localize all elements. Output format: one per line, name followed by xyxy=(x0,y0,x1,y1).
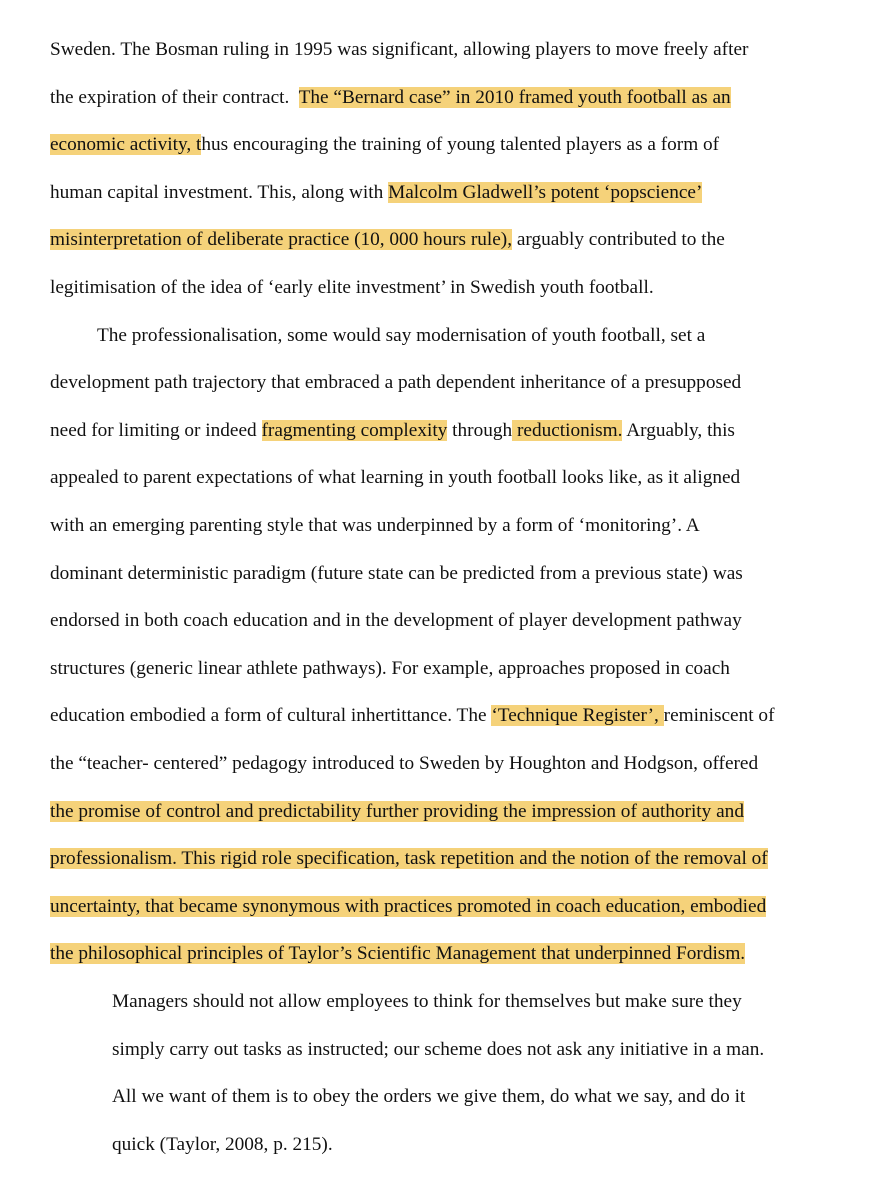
highlighted-text: economic activity, t xyxy=(50,134,202,156)
highlighted-text: fragmenting complexity xyxy=(261,419,448,441)
text-line xyxy=(50,131,719,159)
text-segment: hus encouraging the training of young talented players as a form of xyxy=(201,134,720,156)
highlighted-text: professionalism. This rigid role specification, task repetition and the notion of the removal of xyxy=(50,848,768,870)
text-segment: All we want of them is to obey the orders we give them, do what we say, and do it xyxy=(112,1086,746,1108)
block-quote-line xyxy=(112,1036,764,1064)
block-quote-line xyxy=(112,988,742,1016)
text-segment: appealed to parent expectations of what learning in youth football looks like, as it aligned xyxy=(50,467,741,489)
text-segment: arguably contributed to the xyxy=(512,229,725,251)
text-line xyxy=(50,274,654,302)
text-segment: quick (Taylor, 2008, p. 215). xyxy=(112,1133,333,1155)
highlighted-text: reductionism. xyxy=(512,419,623,441)
text-segment: need for limiting or indeed xyxy=(50,419,262,441)
highlighted-text: The “Bernard case” in 2010 framed youth football as an xyxy=(298,86,731,108)
text-segment: legitimisation of the idea of ‘early elite investment’ in Swedish youth football. xyxy=(50,277,654,298)
text-segment: with an emerging parenting style that was underpinned by a form of ‘monitoring’. A xyxy=(50,515,700,536)
highlighted-text: the promise of control and predictability further providing the impression of authority and xyxy=(50,800,744,822)
text-line xyxy=(50,179,702,207)
text-segment: structures (generic linear athlete pathways). For example, approaches proposed in coach xyxy=(50,657,730,679)
highlighted-text: Malcolm Gladwell’s potent ‘popscience’ xyxy=(388,181,703,203)
text-line xyxy=(50,750,758,778)
highlighted-text: misinterpretation of deliberate practice (10, 000 hours rule), xyxy=(50,229,513,251)
text-segment: education embodied a form of cultural inhertittance. The xyxy=(50,705,492,727)
text-segment: through xyxy=(447,419,513,441)
block-quote-line xyxy=(112,1131,333,1159)
text-segment: reminiscent of xyxy=(663,705,775,727)
text-segment: Managers should not allow employees to think for themselves but make sure they xyxy=(112,991,742,1012)
text-segment: human capital investment. This, along with xyxy=(50,181,389,203)
highlighted-text: uncertainty, that became synonymous with practices promoted in coach education, embodied xyxy=(50,895,767,917)
text-segment: the expiration of their contract. xyxy=(50,86,299,108)
text-segment: endorsed in both coach education and in the development of player development pathway xyxy=(50,610,742,632)
block-quote-line xyxy=(112,1083,745,1111)
text-line xyxy=(50,84,731,112)
text-line xyxy=(50,940,745,968)
highlighted-text: ‘Technique Register’, xyxy=(491,705,664,727)
text-segment: dominant deterministic paradigm (future state can be predicted from a previous state) was xyxy=(50,562,743,584)
text-segment: simply carry out tasks as instructed; our scheme does not ask any initiative in a man. xyxy=(112,1038,765,1060)
text-line xyxy=(50,702,775,730)
text-line xyxy=(50,369,741,397)
text-segment: Sweden. The Bosman ruling in 1995 was significant, allowing players to move freely after xyxy=(50,39,749,60)
text-line xyxy=(50,798,744,826)
text-line xyxy=(50,226,725,254)
text-segment: The professionalisation, some would say modernisation of youth football, set a xyxy=(97,324,706,346)
text-line xyxy=(50,560,743,588)
text-line xyxy=(97,322,705,350)
text-segment: the “teacher- centered” pedagogy introduced to Sweden by Houghton and Hodgson, offered xyxy=(50,753,759,774)
text-segment: Arguably, this xyxy=(622,419,735,441)
text-line xyxy=(50,464,740,492)
text-line xyxy=(50,417,735,445)
text-line xyxy=(50,893,766,921)
text-line xyxy=(50,845,768,873)
text-line xyxy=(50,36,748,64)
text-line xyxy=(50,607,742,635)
text-line xyxy=(50,655,730,683)
text-segment: development path trajectory that embraced a path dependent inheritance of a presupposed xyxy=(50,372,742,394)
highlighted-text: the philosophical principles of Taylor’s Scientific Management that underpinned Fordism. xyxy=(50,943,746,965)
text-line xyxy=(50,512,700,540)
